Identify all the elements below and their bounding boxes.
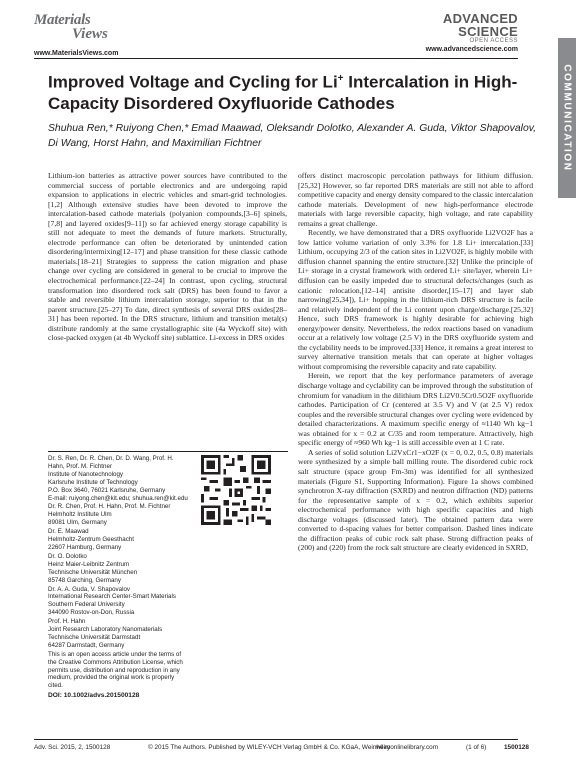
affil-line: 89081 Ulm, Germany <box>48 519 107 527</box>
logo-right-tag: OPEN ACCESS <box>469 38 518 44</box>
materialsviews-url[interactable]: www.MaterialsViews.com <box>34 50 119 57</box>
qr-code-icon[interactable] <box>201 455 271 525</box>
affil-email[interactable]: E-mail: ruiyong.chen@kit.edu; shuhua.ren@kit.edu <box>48 494 188 502</box>
title-sup: + <box>337 73 344 84</box>
header-rule <box>34 58 518 59</box>
affil-line: Technische Universität München <box>48 568 138 576</box>
logo-text-line1: Materials <box>34 12 91 28</box>
affil-line: Technische Universität Darmstadt <box>48 633 141 641</box>
doi[interactable]: DOI: 10.1002/advs.201500128 <box>48 692 140 700</box>
journal-citation: Adv. Sci. 2015, 2, 1500128 <box>34 744 111 751</box>
body-paragraph: A series of solid solution Li2VxCr1−xO2F (x = 0, 0.2, 0.5, 0.8) materials were synthesized by a simple ball milling route. The disordered cubic rock salt structure (space group Fm-3m) was identified for all synthesized materials (Figure S1, Supporting Information). Figure 1a shows combined synchrotron X-ray diffraction (SXRD) and neutron diffraction (ND) patterns for the representative sample of x = 0.2, which exhibits superior electrochemical performance with high specific capacities and high discharge voltages (discussed later). The obtained pattern data were converted to d-spacing values for better comparison. Dashed lines indicate the diffraction peaks of cubic rock salt phase. Strong diffraction peaks of (200) and (220) from the rock salt structure are clearly evidenced in SXRD, <box>298 447 533 553</box>
affil-line: 22607 Hamburg, Germany <box>48 543 122 551</box>
footer-rule <box>34 739 518 740</box>
section-tab-label: COMMUNICATION <box>561 64 573 172</box>
body-column-right <box>298 171 533 553</box>
affil-line: Dr. R. Chen, Prof. H. Hahn, Prof. M. Fichtner <box>48 503 171 511</box>
affiliations-block <box>48 455 190 700</box>
page-indicator: (1 of 6) <box>466 744 487 751</box>
affil-line: Joint Research Laboratory Nanomaterials <box>48 626 163 634</box>
logo-text-line2: Views <box>72 26 108 42</box>
copyright-notice: © 2015 The Authors. Published by WILEY-VCH Verlag GmbH & Co. KGaA, Weinheim <box>148 744 391 751</box>
section-tab <box>558 38 576 198</box>
logo-right-line2: SCIENCE <box>458 24 518 39</box>
affil-line: 344090 Rostov-on-Don, Russia <box>48 609 135 617</box>
affil-line: Prof. H. Hahn <box>48 618 86 626</box>
affil-line: Helmholtz Institute Ulm <box>48 511 112 519</box>
affil-line: Institute of Nanotechnology <box>48 470 123 478</box>
affil-line: International Research Center-Smart Materials <box>48 593 176 601</box>
wiley-url[interactable]: wileyonlinelibrary.com <box>376 744 439 751</box>
affil-line: Dr. A. A. Guda, V. Shapovalov <box>48 585 130 593</box>
affil-line: Helmholtz-Zentrum Geesthacht <box>48 536 134 544</box>
affiliation-rule <box>48 451 288 452</box>
materialsviews-logo <box>34 12 126 44</box>
logo-right-line1: ADVANCED <box>442 11 518 26</box>
body-paragraph: offers distinct macroscopic percolation pathways for lithium diffusion.[25,32] However, so far reported DRS materials are still not able to afford competitive capacity and energy density compared to the classic intercalation cathode materials. Development of new high-performance electrode materials with large reversible capacity, high voltage, and rate capability remains a great challenge. <box>298 171 533 228</box>
affil-line: Dr. O. Dolotko <box>48 552 87 560</box>
body-paragraph: Lithium-ion batteries as attractive power sources have contributed to the commercial success of portable electronics and are undergoing rapid expansion to applications in electric vehicles and smart-grid technologies.[1,2] Although extensive studies have been devoted to improve the intercalation-based cathode materials (polyanion compounds,[3–6] spinels,[7,8] and layered oxides[9–11]) so far achieved energy storage capability is still not adequate to meet the demands of future markets. Structurally, electrode performance can often be deteriorated by unintended cation disordering/intermixing[12–17] and phase transition for these classic cathode materials.[18–21] Strategies to suppress the cation migration and phase change over cycling are considered in general to be crucial to improve the electrochemical performance.[22–24] In contrast, upon cycling, structural transformation into disordered rock salt (DRS) has been found to favor a stable and reversible lithium intercalation storage, superior to that in the parent structure.[25–27] To date, direct synthesis of several DRS oxides[28–31] has been reported. In the DRS structure, lithium and transition metal(s) distribute randomly at the same crystallographic site (4a Wyckoff site) with close-packed oxygen (at 4b Wyckoff site) sublattice. Li-excess in DRS oxides <box>48 171 287 343</box>
advanced-science-logo <box>410 11 518 44</box>
affil-line: 64287 Darmstadt, Germany <box>48 641 125 649</box>
author-list: Shuhua Ren,* Ruiyong Chen,* Emad Maawad, Oleksandr Dolotko, Alexander A. Guda, Viktor Shapovalov, Di Wang, Horst Hahn, and Maximilian Fichtner <box>48 123 537 149</box>
affil-line: Dr. S. Ren, Dr. R. Chen, Dr. D. Wang, Prof. H. Hahn, Prof. M. Fichtner <box>48 455 174 470</box>
affil-line: 85748 Garching, Germany <box>48 576 121 584</box>
body-paragraph: Recently, we have demonstrated that a DRS oxyfluoride Li2VO2F has a low lattice volume variation of only 3.3% for 1.8 Li+ intercalation.[33] Lithium, occupying 2/3 of the cation sites in Li2VO2F, is highly mobile with diffusion channel spanning the entire structure.[32] Unlike the principle of Li+ storage in a crystal framework with ordered Li+ site/layer, wherein Li+ diffusion can be easily impeded due to structural defects/changes (such as cationic relocation,[12–14] antisite disorder,[15–17] and layer slab narrowing[25,34]), Li+ hopping in the lithium-rich DRS structure is facile and relatively independent of the Li content upon charge/discharge.[25,32] Hence, such DRS framework is highly desirable for achieving high energy/power density. Nevertheless, the redox reactions based on vanadium occur at a relatively low voltage (2.5 V) in the DRS oxyfluoride system and the cyclability needs to be improved.[33] Hence, it remains a great interest to survey alternative transition metals that can operate at higher voltages without compromising the reversible capacity and rate capability. <box>298 228 533 371</box>
title-part1: Improved Voltage and Cycling for Li <box>48 72 338 92</box>
article-number: 1500128 <box>504 744 529 751</box>
article-title <box>48 68 518 114</box>
body-paragraph: Herein, we report that the key performance parameters of average discharge voltage and cyclability can be improved through the substitution of chromium for vanadium in the dilithium DRS Li2V0.5Cr0.5O2F oxyfluoride cathodes. Participation of Cr (centered at 3.5 V) and V (at 2.5 V) redox couples and the reversible structural changes over cycling were evidenced by detailed characterizations. A maximum specific energy of ≈1140 Wh kg−1 was obtained for x = 0.2 at C/35 and room temperature. Attractively, high specific energy of ≈960 Wh kg−1 is still accessible even at 1 C rate. <box>298 371 533 448</box>
affil-line: Karlsruhe Institute of Technology <box>48 478 138 486</box>
advancedscience-url[interactable]: www.advancedscience.com <box>425 46 518 53</box>
affil-line: P.O. Box 3640, 76021 Karlsruhe, Germany <box>48 486 166 494</box>
title-part2: Intercalation in High-Capacity Disordered Oxyfluoride Cathodes <box>48 72 518 113</box>
affil-line: Dr. E. Maawad <box>48 528 89 536</box>
affil-line: Southern Federal University <box>48 601 125 609</box>
license-note: This is an open access article under the terms of the Creative Commons Attribution License, which permits use, distribution and reproduction in any medium, provided the original work is properly cited. <box>48 650 183 690</box>
affil-line: Heinz Maier-Leibnitz Zentrum <box>48 560 130 568</box>
body-column-left <box>48 171 287 343</box>
